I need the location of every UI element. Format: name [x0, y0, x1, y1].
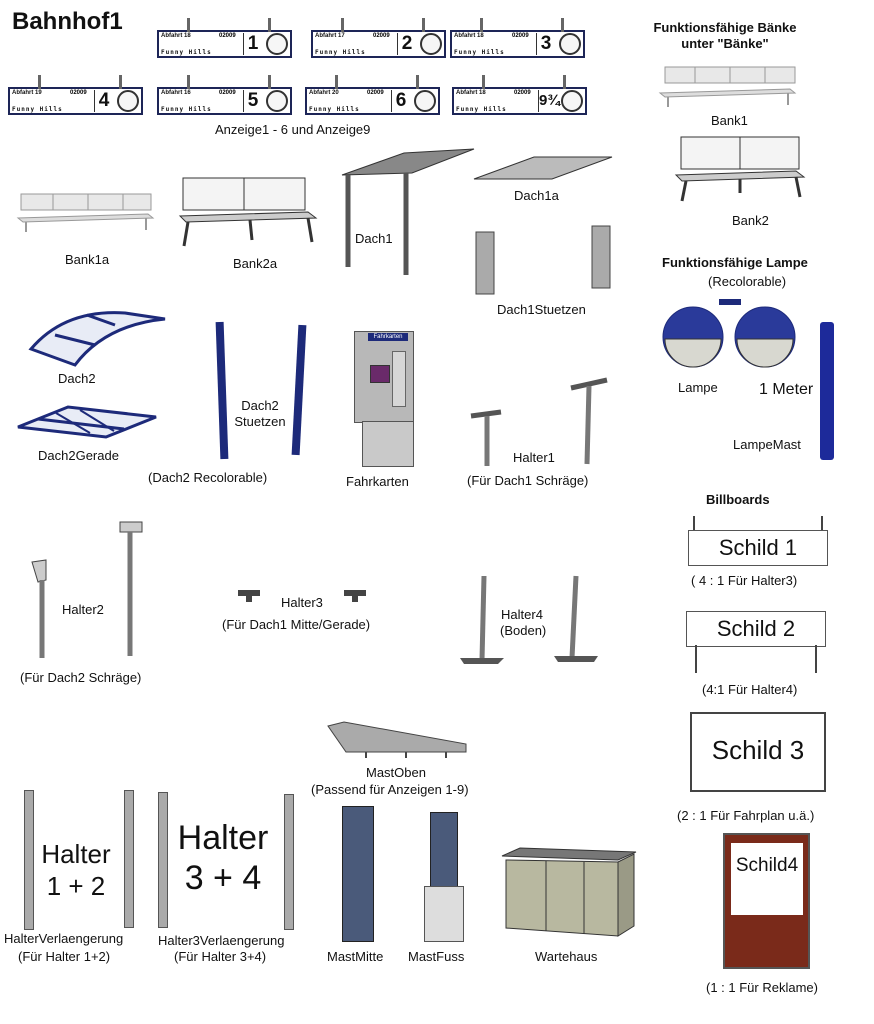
- lampemast-image: [820, 322, 834, 460]
- dach2gerade-label: Dach2Gerade: [38, 448, 119, 463]
- halter1-label: Halter1: [513, 450, 555, 465]
- meter-label: 1 Meter: [759, 381, 814, 398]
- bank2a-label: Bank2a: [233, 256, 278, 271]
- schild1-sign: Schild 1: [688, 530, 828, 566]
- bank2-image: [676, 135, 806, 205]
- dach2-label: Dach2: [58, 371, 96, 386]
- halter3-sub-label: (Für Dach1 Mitte/Gerade): [222, 617, 371, 632]
- hv34-label: Halter3Verlaengerung: [158, 933, 285, 948]
- halter2-image: [30, 520, 150, 660]
- dach2stuetze-left: [216, 322, 229, 459]
- hv12-sub-label: (Für Halter 1+2): [18, 949, 111, 964]
- bank1a-image: [18, 190, 158, 235]
- page-title: Bahnhof1: [12, 8, 123, 35]
- clock-icon: [117, 90, 139, 112]
- hv12-pole-right: [124, 790, 134, 928]
- schild1-sub-label: ( 4 : 1 Für Halter3): [691, 573, 798, 588]
- fahrkarten-label: Fahrkarten: [346, 474, 409, 489]
- clock-icon: [266, 90, 288, 112]
- lamp-heading: Funktionsfähige Lampe: [662, 255, 808, 270]
- halter1-sub-label: (Für Dach1 Schräge): [467, 473, 589, 488]
- schild3-sign: Schild 3: [696, 718, 820, 782]
- lampe-label: Lampe: [678, 380, 718, 395]
- billboards-heading: Billboards: [706, 492, 770, 507]
- clock-icon: [561, 90, 583, 112]
- dach2stuetzen-label: Dach2 Stuetzen: [234, 398, 286, 429]
- lampemast-label: LampeMast: [733, 437, 801, 452]
- mastoben-label: MastOben: [366, 765, 426, 780]
- wartehaus-image: [500, 846, 640, 941]
- schild4-text: Schild4: [735, 855, 799, 876]
- board-2: Abfahrt 17 02009 Funny Hills 2: [311, 30, 446, 58]
- bank2a-image: [180, 176, 320, 251]
- board-6: Abfahrt 20 02009 Funny Hills 6: [305, 87, 440, 115]
- schild2-poles: [686, 645, 826, 675]
- schild2-sub-label: (4:1 Für Halter4): [702, 682, 798, 697]
- mastoben-image: [326, 718, 471, 758]
- schild4-sign: [723, 833, 810, 969]
- dach2gerade-image: [18, 403, 158, 441]
- board-4: Abfahrt 19 02009 Funny Hills 4: [8, 87, 143, 115]
- hv34-text: Halter 3 + 4: [177, 819, 269, 897]
- dach2-image: [25, 305, 170, 370]
- dach1a-image: [474, 153, 614, 183]
- schild4-sub-label: (1 : 1 Für Reklame): [706, 980, 818, 995]
- dach1stuetzen-label: Dach1Stuetzen: [497, 302, 586, 317]
- mastoben-sub-label: (Passend für Anzeigen 1-9): [311, 782, 469, 797]
- bank1a-label: Bank1a: [65, 252, 110, 267]
- board-5: Abfahrt 16 02009 Funny Hills 5: [157, 87, 292, 115]
- dach1a-label: Dach1a: [514, 188, 559, 203]
- hv34-pole-right: [284, 794, 294, 930]
- dach1-label: Dach1: [355, 231, 393, 246]
- fahrkarten-image: Fahrkarten: [352, 331, 414, 466]
- mastmitte-image: [342, 806, 374, 942]
- wartehaus-label: Wartehaus: [535, 949, 598, 964]
- anzeige-label: Anzeige1 - 6 und Anzeige9: [215, 122, 371, 137]
- halter2-sub-label: (Für Dach2 Schräge): [20, 670, 142, 685]
- halter3-label: Halter3: [281, 595, 323, 610]
- schild3-sub-label: (2 : 1 Für Fahrplan u.ä.): [677, 808, 815, 823]
- board-1: Abfahrt 18 02009 Funny Hills 1: [157, 30, 292, 58]
- mastfuss-label: MastFuss: [408, 949, 465, 964]
- clock-icon: [266, 33, 288, 55]
- board-3: Abfahrt 18 02009 Funny Hills 3: [450, 30, 585, 58]
- dach2stuetze-right: [292, 325, 307, 455]
- dach1stuetzen-image: [474, 226, 614, 296]
- schild3-frame: [690, 712, 826, 792]
- mastmitte-label: MastMitte: [327, 949, 384, 964]
- schild2-sign: Schild 2: [686, 611, 826, 647]
- halter2-label: Halter2: [62, 602, 104, 617]
- hv12-text: Halter 1 + 2: [41, 839, 111, 901]
- hv12-label: HalterVerlaengerung: [4, 931, 124, 946]
- halter4-label: Halter4 (Boden): [500, 607, 547, 638]
- bench-heading: Funktionsfähige Bänke unter "Bänke": [653, 20, 797, 51]
- dach1-image: [342, 145, 477, 280]
- clock-icon: [559, 33, 581, 55]
- clock-icon: [414, 90, 436, 112]
- hv34-sub-label: (Für Halter 3+4): [174, 949, 267, 964]
- lamp-recolor-label: (Recolorable): [708, 274, 787, 289]
- clock-icon: [420, 33, 442, 55]
- bank1-label: Bank1: [711, 113, 748, 128]
- bank1-image: [660, 65, 800, 110]
- mastfuss-image: [428, 812, 460, 940]
- dach2recolor-label: (Dach2 Recolorable): [148, 470, 268, 485]
- board-9: Abfahrt 18 02009 Funny Hills 9¾: [452, 87, 587, 115]
- bank2-label: Bank2: [732, 213, 769, 228]
- lamp-image: [661, 297, 801, 372]
